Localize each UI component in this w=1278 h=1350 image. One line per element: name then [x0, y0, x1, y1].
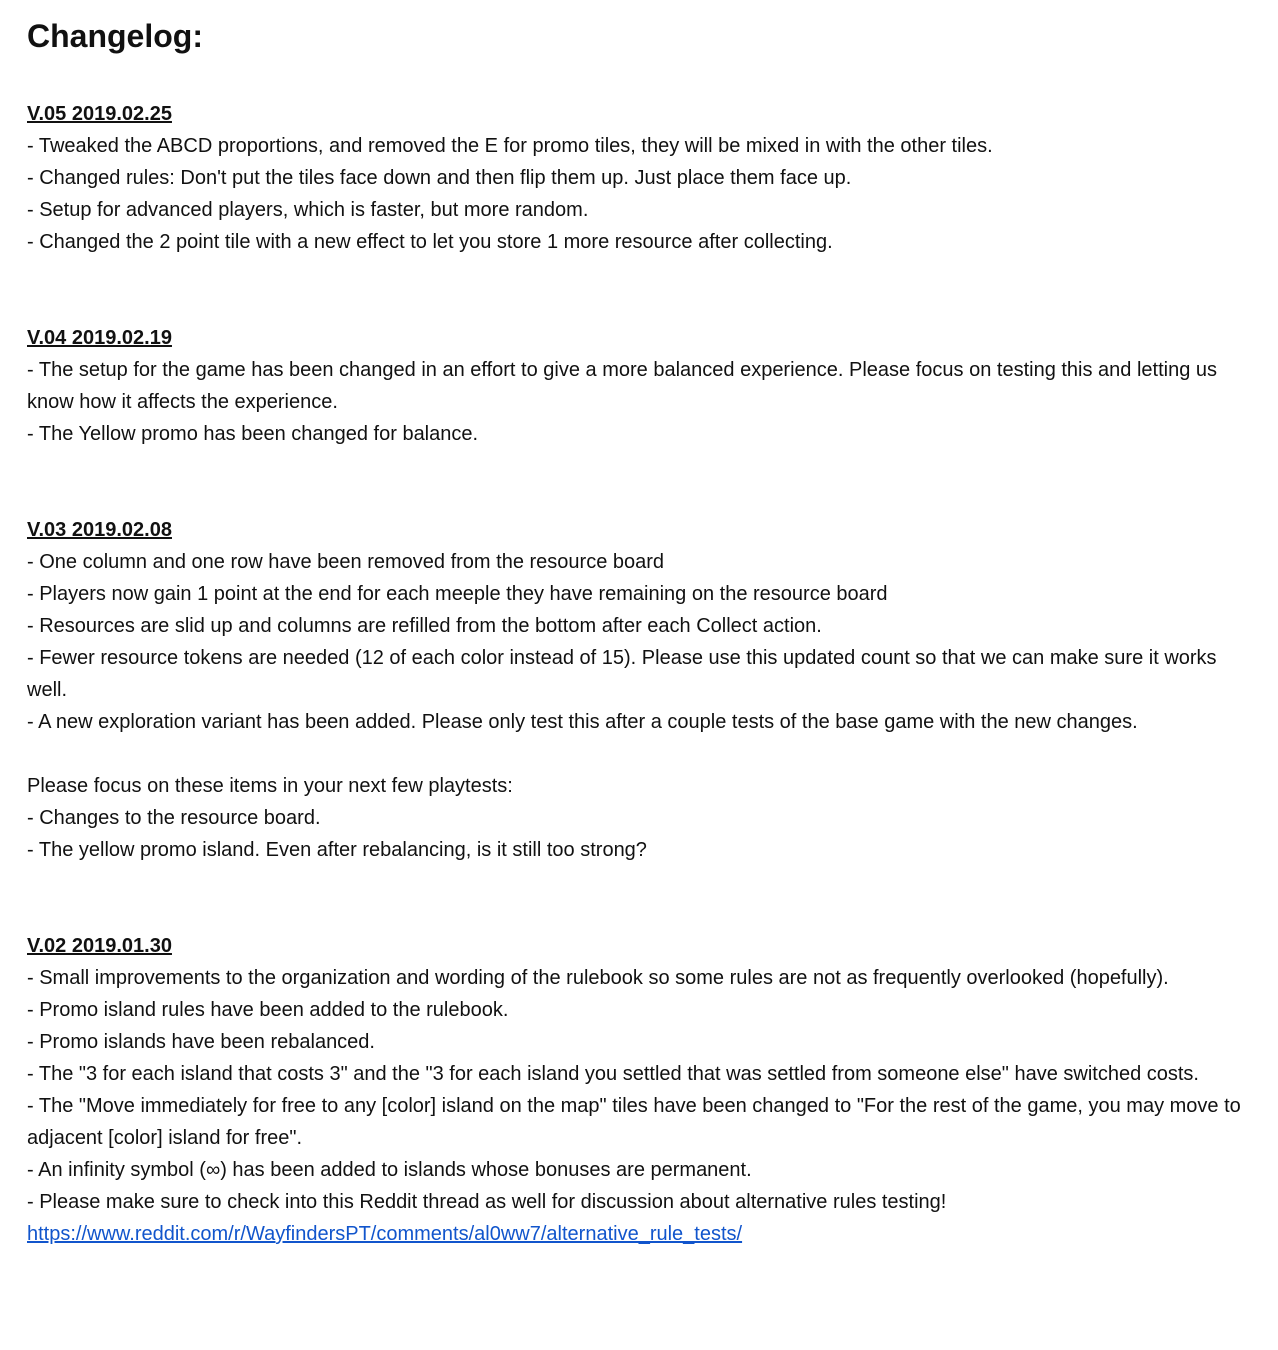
list-item: - Promo island rules have been added to the rulebook. — [27, 999, 509, 1021]
reddit-thread-link[interactable]: https://www.reddit.com/r/WayfindersPT/comments/al0ww7/alternative_rule_tests/ — [27, 1223, 743, 1245]
list-item: - The Yellow promo has been changed for balance. — [27, 423, 479, 445]
list-item: - Please make sure to check into this Reddit thread as well for discussion about alternative rules testing! — [27, 1191, 947, 1213]
list-item: - A new exploration variant has been added. Please only test this after a couple tests of the base game with the new changes. — [27, 711, 1138, 733]
list-item: - Tweaked the ABCD proportions, and removed the E for promo tiles, they will be mixed in with the other tiles. — [27, 135, 993, 157]
section-spacer — [27, 258, 1242, 322]
list-item: - The "Move immediately for free to any [color] island on the map" tiles have been changed to "For the rest of the game, you may move to adjacent [color] island for free". — [27, 1095, 1241, 1149]
list-item: - The setup for the game has been changed in an effort to give a more balanced experience. Please focus on testing this and letting us know how it affects the experience. — [27, 359, 1218, 413]
changelog-section-v05 — [27, 98, 1242, 258]
changelog-section-v02 — [27, 930, 1242, 1250]
list-item: - The yellow promo island. Even after rebalancing, is it still too strong? — [27, 839, 647, 861]
changelog-section-v03 — [27, 514, 1242, 866]
list-item: - One column and one row have been removed from the resource board — [27, 551, 665, 573]
section-heading: V.05 2019.02.25 — [27, 103, 172, 125]
changelog-document — [27, 14, 1242, 1250]
section-heading: V.04 2019.02.19 — [27, 327, 172, 349]
list-item: - Setup for advanced players, which is faster, but more random. — [27, 199, 589, 221]
focus-intro: Please focus on these items in your next few playtests: — [27, 775, 513, 797]
list-item: - The "3 for each island that costs 3" and the "3 for each island you settled that was settled from someone else" have switched costs. — [27, 1063, 1199, 1085]
section-spacer — [27, 866, 1242, 930]
list-item: - An infinity symbol (∞) has been added to islands whose bonuses are permanent. — [27, 1159, 752, 1181]
section-spacer — [27, 450, 1242, 514]
list-item: - Small improvements to the organization and wording of the rulebook so some rules are not as frequently overlooked (hopefully). — [27, 967, 1169, 989]
list-item: - Changes to the resource board. — [27, 807, 321, 829]
page-title: Changelog: — [27, 18, 203, 54]
changelog-section-v04 — [27, 322, 1242, 450]
list-item: - Players now gain 1 point at the end for each meeple they have remaining on the resource board — [27, 583, 888, 605]
section-heading: V.02 2019.01.30 — [27, 935, 172, 957]
list-item: - Changed rules: Don't put the tiles face down and then flip them up. Just place them face up. — [27, 167, 852, 189]
list-item: - Fewer resource tokens are needed (12 of each color instead of 15). Please use this updated count so that we can make sure it works well. — [27, 647, 1217, 701]
list-item: - Promo islands have been rebalanced. — [27, 1031, 375, 1053]
paragraph-spacer — [27, 738, 1242, 770]
list-item: - Resources are slid up and columns are refilled from the bottom after each Collect action. — [27, 615, 822, 637]
list-item: - Changed the 2 point tile with a new effect to let you store 1 more resource after collecting. — [27, 231, 833, 253]
section-heading: V.03 2019.02.08 — [27, 519, 172, 541]
